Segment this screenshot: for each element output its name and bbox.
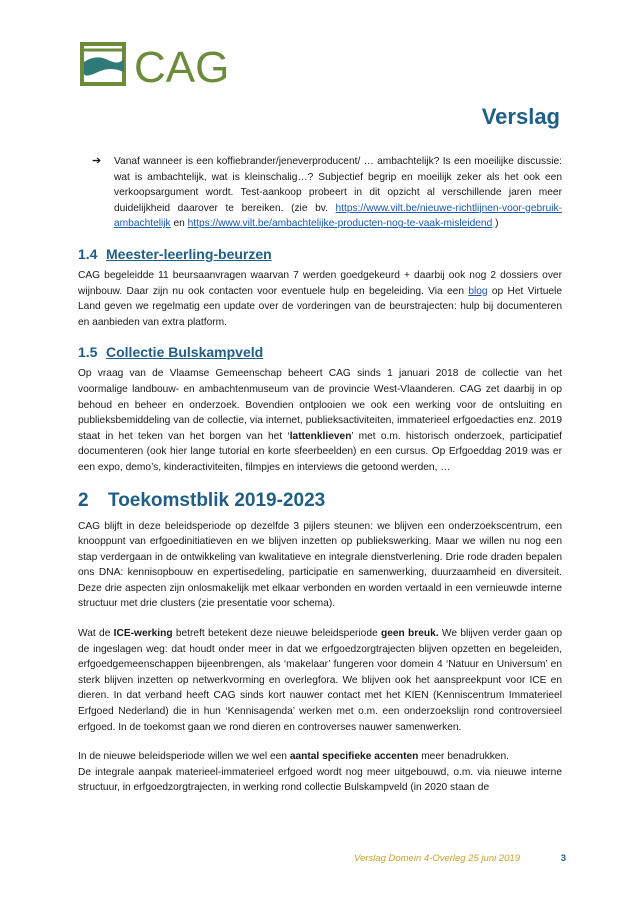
paragraph-collectie: Op vraag van de Vlaamse Gemeenschap beheert CAG sinds 1 januari 2018 de collectie van het voormalige landbouw- en ambachtenmuseum van de provincie West-Vlaanderen. CAG zet daarbij in op behoud en beheer en onderzoek. Bovendien ontplooien we ook een werking voor de ontsluiting en publieksbemiddeling van de collectie, via internet, publieksactiviteiten, immaterieel erfgoedacties enz. 2019 staat in het teken van het borgen van het ‘lattenklieven’ met o.m. historisch onderzoek, participatief documenteren (ook hier lange tutorial en korte sfeerbeelden) en een cursus. Op Erfgoeddag 2019 was er een expo, demo’s, kinderactiviteiten, filmpjes en interviews die getoond werden, … <box>78 368 562 473</box>
arrow-right-icon: ➔ <box>92 155 102 167</box>
paragraph-integrale-aanpak: De integrale aanpak materieel-immaterieel erfgoed wordt nog meer uitgebouwd, o.m. via nieuwe interne structuur, in erfgoedzorgtrajecten, in werking rond collectie Bulskampveld (in 2020 staan de <box>78 766 562 794</box>
paragraph-pijlers: CAG blijft in deze beleidsperiode op dezelfde 3 pijlers steunen: we blijven een onderzoekscentrum, een knooppunt van erfgoedinitiatieven en we blijven inzetten op publiekswerking. Maar we willen nu nog een stap verdergaan in de ontwikkeling van kwalitatieve en integrale dienstverlening. Drie rode draden bepalen ons DNA: kennisopbouw en expertisedeling, participatie en samenwerking, duurzaamheid en diversiteit. Deze drie aspecten zijn onlosmakelijk met elkaar verbonden en worden vertaald in een vernieuwde interne structuur met drie clusters (zie presentatie voor schema). <box>78 520 562 610</box>
footer-text: Verslag Domein 4-Overleg 25 juni 2019 <box>354 853 520 864</box>
logo-text: CAG <box>134 43 230 90</box>
paragraph-ice-werking: Wat de ICE-werking betreft betekent deze nieuwe beleidsperiode geen breuk. We blijven verder gaan op de ingeslagen weg: dat houdt onder meer in dat we erfgoedzorgtrajecten blijven opzetten en begeleiden, erfgoedgemeenschappen bijeenbrengen, als ‘makelaar’ fungeren voor domein 4 ‘Natuur en Universum’ en sterk blijven inzetten op netwerkvorming en overlegfora. We blijven ook het aanspreekpunt voor ICE en dieren. In dat verband heeft CAG sinds kort nauwer contact met het KIEN (Kenniscentrum Immaterieel Erfgoed Nederland) die in hun ‘Kennisagenda’ werken met o.m. een onderzoekslijn rond controversieel erfgoed. In de toekomst gaan we rond dieren en controverses nauwer samenwerken. <box>78 628 562 733</box>
section-heading-1-4: 1.4 Meester-leerling-beurzen <box>78 245 272 262</box>
cag-logo <box>80 38 245 90</box>
vilt-link-1[interactable]: https://www.vilt.be/nieuwe-richtlijnen-voor-gebruik-ambachtelijk <box>114 202 562 230</box>
page-number: 3 <box>560 853 566 864</box>
bullet-paragraph: ➔ Vanaf wanneer is een koffiebrander/jeneverproducent/ … ambachtelijk? Is een moeilijke discussie: wat is ambachtelijk, wat is kleinschalig…? Subjectief begrip en moeilijk zeker als het ook een verkoopsargument wordt. Test-aankoop probeert in dit opzicht al verschillende jaren meer duidelijkheid daarover te bereiken. (zie bv. https://www.vilt.be/nieuwe-richtlijnen-voor-gebruik-ambachtelijk en https://www.vilt.be/ambachtelijke-producten-nog-te-vaak-misleidend ) <box>92 155 562 230</box>
section-heading-1-5: 1.5 Collectie Bulskampveld <box>78 344 264 361</box>
page-content <box>78 154 562 796</box>
blog-link[interactable]: blog <box>468 285 488 297</box>
paragraph-meester-leerling: CAG begeleidde 11 beursaanvragen waarvan 7 werden goedgekeurd + daarbij ook nog 2 dossiers over wijnbouw. Daar zijn nu ook contacten voor eventuele hulp en begeleiding. Via een blog op Het Virtuele Land geven we regelmatig een update over de vorderingen van de beurstrajecten: hulp bij documenteren en aanbieden van extra platform. <box>78 269 562 328</box>
section-heading-2: 2 Toekomstblik 2019-2023 <box>78 489 326 511</box>
paragraph-accenten: In de nieuwe beleidsperiode willen we wel een aantal specifieke accenten meer benadrukken. <box>78 751 509 763</box>
vilt-link-2[interactable]: https://www.vilt.be/ambachtelijke-producten-nog-te-vaak-misleidend <box>187 218 493 230</box>
doc-title: Verslag <box>481 104 560 129</box>
